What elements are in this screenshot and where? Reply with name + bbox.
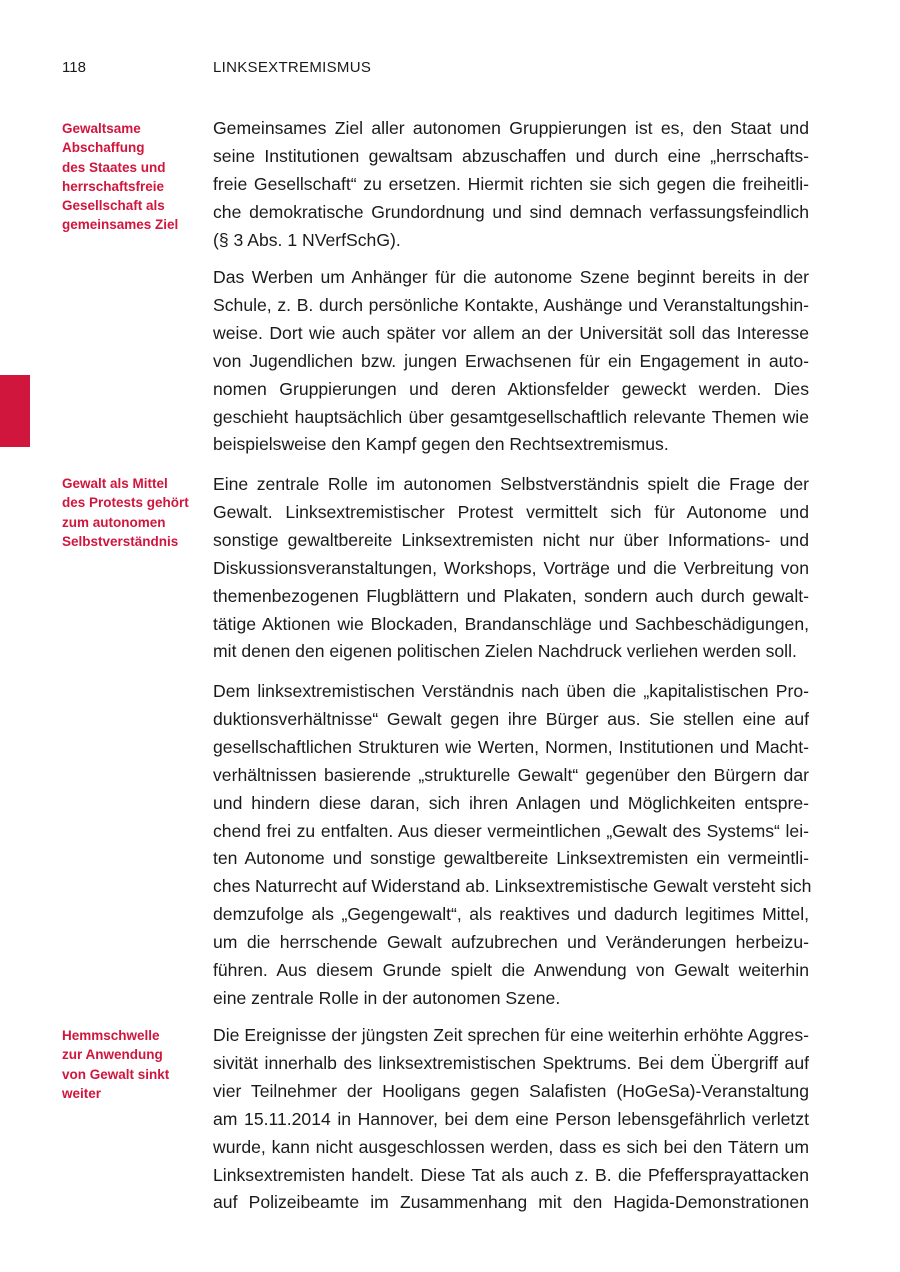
text-line: sivität innerhalb des linksextremistischen Spektrums. Bei dem Übergriff auf <box>213 1052 809 1073</box>
text-line: führen. Aus diesem Grunde spielt die Anwendung von Gewalt weiterhin <box>213 960 809 981</box>
body-paragraph <box>213 115 809 255</box>
text-line: ches Naturrecht auf Widerstand ab. Linksextremistische Gewalt versteht sich <box>213 876 812 897</box>
text-line: ten Autonome und sonstige gewaltbereite Linksextremisten ein vermeintli- <box>213 848 809 869</box>
body-paragraph <box>213 678 812 1013</box>
text-line: beispielsweise den Kampf gegen den Rechtsextremismus. <box>213 434 669 455</box>
text-line: eine zentrale Rolle in der autonomen Szene. <box>213 987 561 1008</box>
margin-note-line: Gewalt als Mittel <box>62 476 168 491</box>
text-line: chend frei zu entfalten. Aus dieser vermeintlichen „Gewalt des Systems“ lei- <box>213 820 809 841</box>
margin-note-line: Gesellschaft als <box>62 198 165 214</box>
text-line: um die herrschende Gewalt aufzubrechen und Veränderungen herbeizu- <box>213 932 809 953</box>
text-line: (§ 3 Abs. 1 NVerfSchG). <box>213 229 401 250</box>
text-line: wurde, kann nicht ausgeschlossen werden, dass es sich bei den Tätern um <box>213 1136 809 1157</box>
text-line: geschieht hauptsächlich über gesamtgesellschaftlich relevante Themen wie <box>213 406 809 427</box>
text-line: che demokratische Grundordnung und sind demnach verfassungsfeindlich <box>213 201 809 222</box>
margin-note-line: Abschaffung <box>62 140 145 156</box>
page-number: 118 <box>62 59 86 76</box>
text-line: auf Polizeibeamte im Zusammenhang mit den Hagida-Demonstrationen <box>213 1192 809 1213</box>
text-line: weise. Dort wie auch später vor allem an der Universität soll das Interesse <box>213 322 809 343</box>
text-line: verhältnissen basierende „strukturelle Gewalt“ gegenüber den Bürgern dar <box>213 764 809 785</box>
text-line: Gemeinsames Ziel aller autonomen Gruppierungen ist es, den Staat und <box>213 118 809 138</box>
text-line: tätige Aktionen wie Blockaden, Brandanschläge und Sachbeschädigungen, <box>213 613 809 634</box>
text-line: und hindern diese daran, sich ihren Anlagen und Möglichkeiten entspre- <box>213 792 809 813</box>
running-head: LINKSEXTREMISMUS <box>213 59 372 76</box>
text-line: Diskussionsveranstaltungen, Workshops, Vorträge und die Verbreitung von <box>213 557 809 578</box>
text-line: vier Teilnehmer der Hooligans gegen Salafisten (HoGeSa)-Veranstaltung <box>213 1080 809 1101</box>
margin-note-line: zum autonomen <box>62 514 166 530</box>
body-paragraph <box>213 471 809 666</box>
margin-note-line: Gewaltsame <box>62 121 141 136</box>
margin-note-line: gemeinsames Ziel <box>62 217 179 233</box>
text-line: am 15.11.2014 in Hannover, bei dem eine Person lebensgefährlich verletzt <box>213 1108 809 1129</box>
margin-note-line: zur Anwendung <box>62 1047 163 1063</box>
text-line: nomen Gruppierungen und deren Aktionsfelder geweckt werden. Dies <box>213 378 809 399</box>
text-line: Eine zentrale Rolle im autonomen Selbstverständnis spielt die Frage der <box>213 474 809 494</box>
margin-note <box>62 474 202 551</box>
text-line: von Jugendlichen bzw. jungen Erwachsenen für ein Engagement in auto- <box>213 350 809 371</box>
text-line: Dem linksextremistischen Verständnis nach üben die „kapitalistischen Pro- <box>213 681 809 701</box>
body-paragraph <box>213 264 809 459</box>
margin-note-line: von Gewalt sinkt <box>62 1066 170 1082</box>
margin-note <box>62 1026 202 1103</box>
text-line: demzufolge als „Gegengewalt“, als reaktives und dadurch legitimes Mittel, <box>213 904 809 925</box>
text-line: duktionsverhältnisse“ Gewalt gegen ihre Bürger aus. Sie stellen eine auf <box>213 708 809 729</box>
margin-note-line: des Staates und <box>62 159 166 175</box>
margin-note <box>62 119 202 235</box>
text-line: Gewalt. Linksextremistischer Protest vermittelt sich für Autonome und <box>213 501 809 522</box>
text-line: gesellschaftlichen Strukturen wie Werten, Normen, Institutionen und Macht- <box>213 736 809 757</box>
margin-note-line: weiter <box>62 1085 102 1101</box>
text-line: sonstige gewaltbereite Linksextremisten nicht nur über Informations- und <box>213 529 809 550</box>
text-line: Die Ereignisse der jüngsten Zeit sprechen für eine weiterhin erhöhte Aggres- <box>213 1025 809 1045</box>
chapter-tab-marker <box>0 375 30 447</box>
text-line: seine Institutionen gewaltsam abzuschaffen und durch eine „herrschafts- <box>213 145 809 166</box>
margin-note-line: herrschaftsfreie <box>62 178 165 194</box>
margin-note-line: des Protests gehört <box>62 495 189 511</box>
text-line: mit denen den eigenen politischen Zielen Nachdruck verliehen werden soll. <box>213 641 797 662</box>
text-line: Schule, z. B. durch persönliche Kontakte, Aushänge und Veranstaltungshin- <box>213 294 809 315</box>
margin-note-line: Selbstverständnis <box>62 533 179 549</box>
margin-note-line: Hemmschwelle <box>62 1028 160 1043</box>
text-line: Linksextremisten handelt. Diese Tat als auch z. B. die Pfeffersprayattacken <box>213 1164 809 1185</box>
body-paragraph <box>213 1022 809 1217</box>
text-line: freie Gesellschaft“ zu ersetzen. Hiermit richten sie sich gegen die freiheitli- <box>213 173 809 194</box>
text-line: themenbezogenen Flugblättern und Plakaten, sondern auch durch gewalt- <box>213 585 809 606</box>
text-line: Das Werben um Anhänger für die autonome Szene beginnt bereits in der <box>213 267 809 287</box>
